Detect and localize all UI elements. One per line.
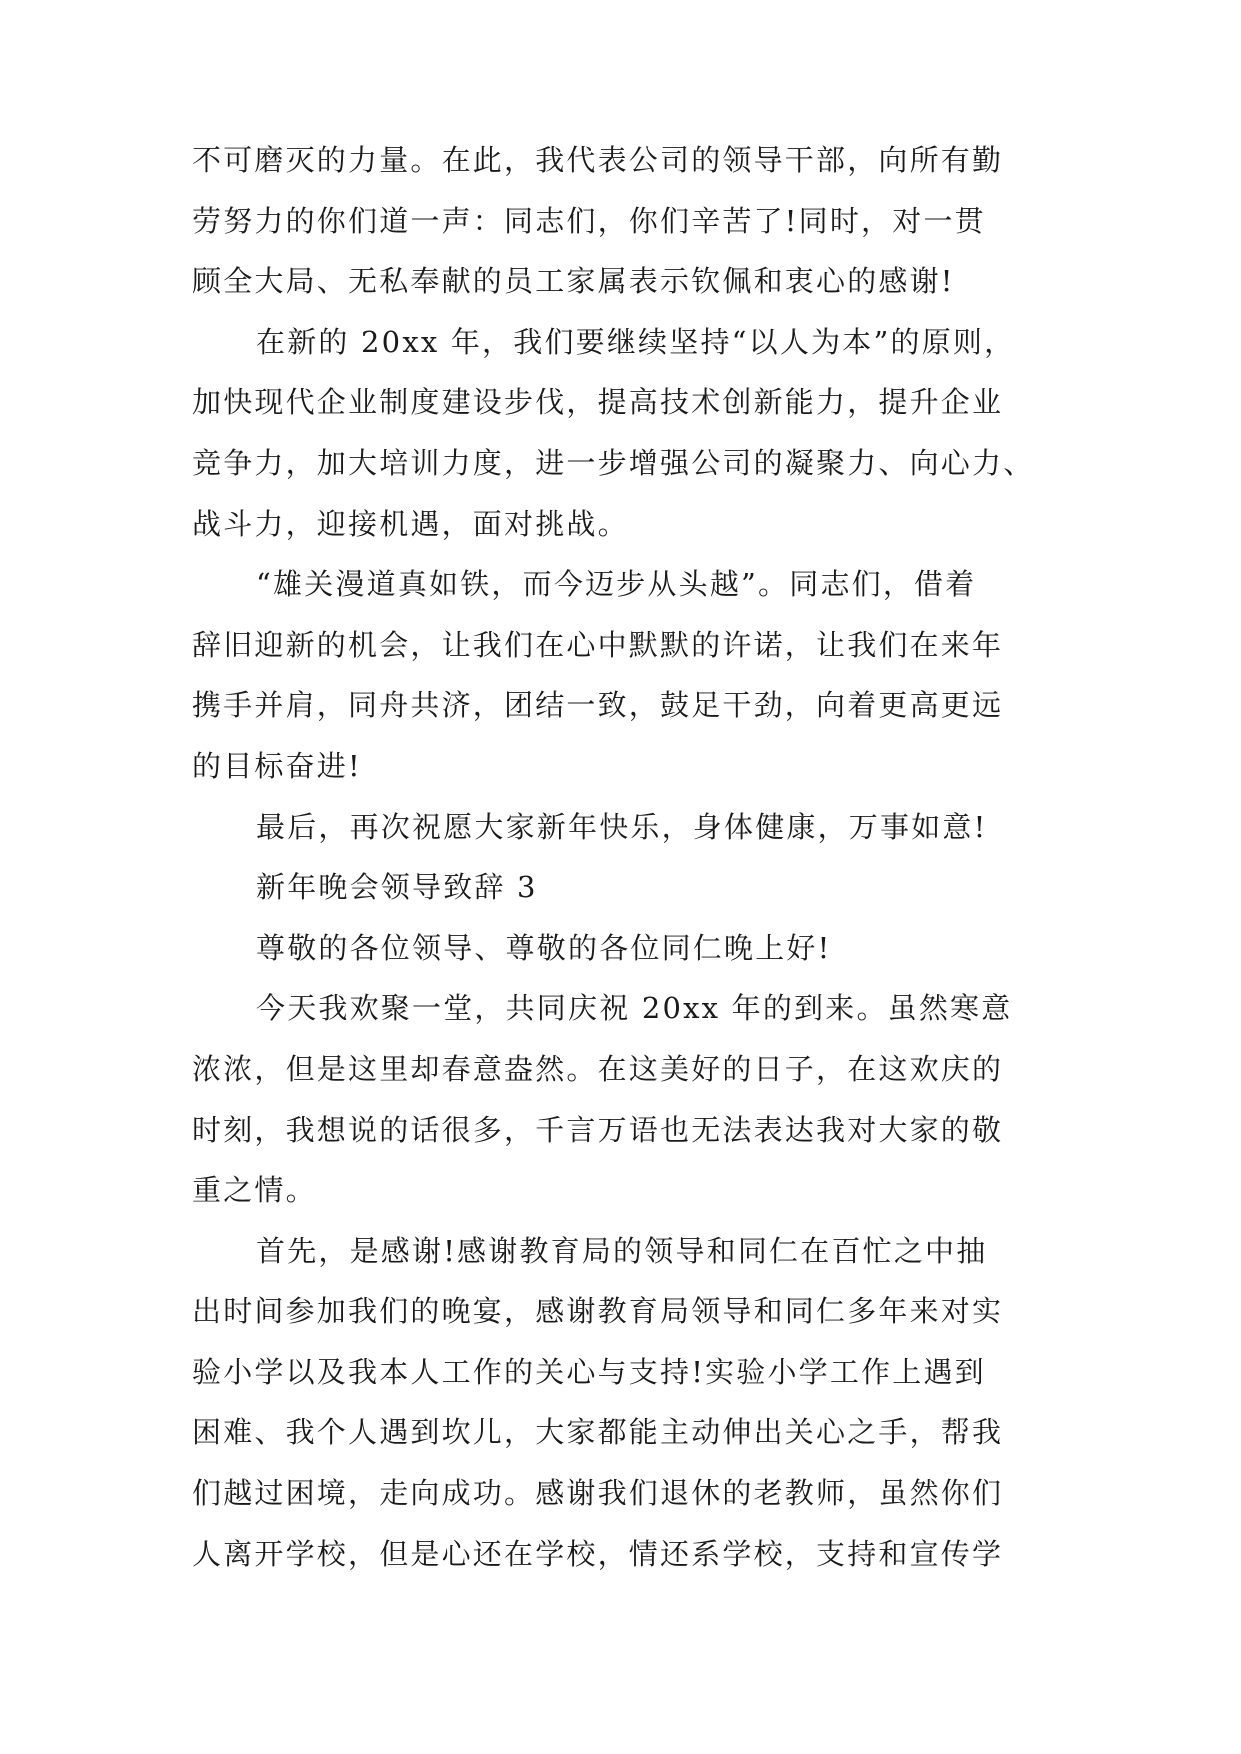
- text-line: 劳努力的你们道一声：同志们，你们辛苦了!同时，对一贯: [192, 203, 986, 238]
- paragraph-start-line: 今天我欢聚一堂，共同庆祝 20xx 年的到来。虽然寒意: [256, 991, 1013, 1026]
- paragraph-start-line: 在新的 20xx 年，我们要继续坚持“以人为本”的原则，: [256, 324, 1016, 359]
- text-line: 浓浓，但是这里却春意盎然。在这美好的日子，在这欢庆的: [192, 1051, 1004, 1086]
- text-line: 战斗力，迎接机遇，面对挑战。: [192, 506, 629, 541]
- text-line: 时刻，我想说的话很多，千言万语也无法表达我对大家的敬: [192, 1112, 1004, 1147]
- text-line: 重之情。: [192, 1173, 317, 1208]
- text-line: 辞旧迎新的机会，让我们在心中默默的许诺，让我们在来年: [192, 627, 1004, 662]
- text-line: 携手并肩，同舟共济，团结一致，鼓足干劲，向着更高更远: [192, 688, 1004, 723]
- paragraph-start-line: 首先，是感谢!感谢教育局的领导和同仁在百忙之中抽: [256, 1233, 988, 1268]
- paragraph-start-line: “雄关漫道真如铁，而今迈步从头越”。同志们，借着: [256, 567, 977, 602]
- text-line: 出时间参加我们的晚宴，感谢教育局领导和同仁多年来对实: [192, 1294, 1004, 1329]
- paragraph-start-line: 最后，再次祝愿大家新年快乐，身体健康，万事如意!: [256, 809, 988, 844]
- text-line: 们越过困境，走向成功。感谢我们退休的老教师，虽然你们: [192, 1476, 1004, 1511]
- document-body: [192, 130, 1072, 1584]
- text-line: 验小学以及我本人工作的关心与支持!实验小学工作上遇到: [192, 1354, 986, 1389]
- text-line: 顾全大局、无私奉献的员工家属表示钦佩和衷心的感谢!: [192, 264, 955, 299]
- section-heading: 新年晚会领导致辞 3: [256, 870, 538, 905]
- salutation-line: 尊敬的各位领导、尊敬的各位同仁晚上好!: [256, 930, 832, 965]
- text-line: 不可磨灭的力量。在此，我代表公司的领导干部，向所有勤: [192, 143, 1004, 177]
- text-line: 人离开学校，但是心还在学校，情还系学校，支持和宣传学: [192, 1536, 1004, 1571]
- text-line: 困难、我个人遇到坎儿，大家都能主动伸出关心之手，帮我: [192, 1415, 1004, 1450]
- text-line: 的目标奋进!: [192, 748, 362, 783]
- text-line: 加快现代企业制度建设步伐，提高技术创新能力，提升企业: [192, 385, 1004, 420]
- text-line: 竞争力，加大培训力度，进一步增强公司的凝聚力、向心力、: [192, 445, 1035, 480]
